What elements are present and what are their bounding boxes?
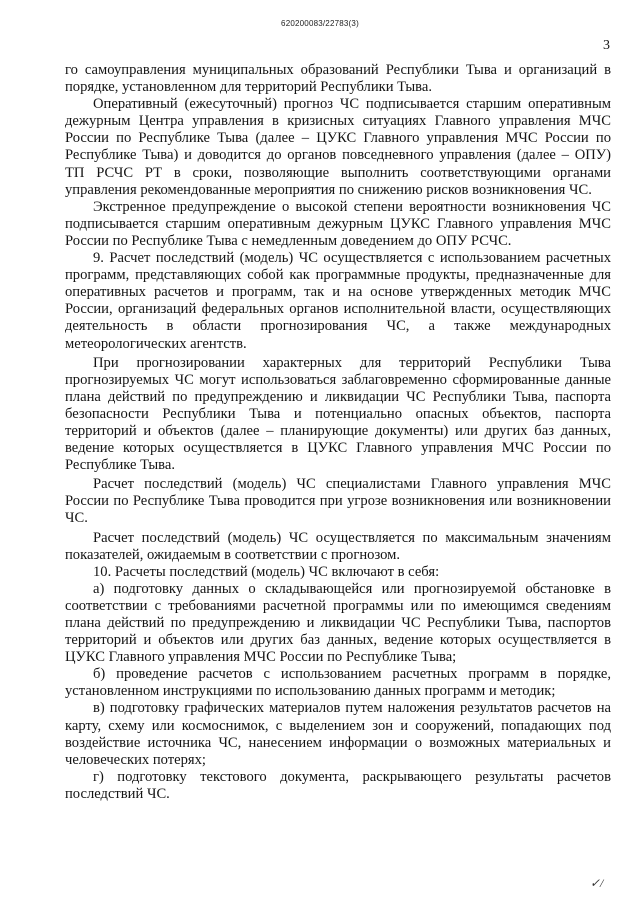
document-body xyxy=(65,62,611,803)
paragraph: Экстренное предупреждение о высокой степени вероятности возникновения ЧС подписывается старшим оперативным дежурным ЦУКС Главного управления МЧС России по Республике Тыва с немедленным доведением до ОПУ РСЧС. xyxy=(65,198,611,249)
page-number: 3 xyxy=(603,38,610,53)
paragraph: Расчет последствий (модель) ЧС осуществляется по максимальным значениям показателей, ожидаемым в соответствии с прогнозом. xyxy=(65,529,611,563)
paragraph: При прогнозировании характерных для территорий Республики Тыва прогнозируемых ЧС могут использоваться заблаговременно сформированные данные плана действий по предупреждению и ликвидации ЧС Республики Тыва, паспорта безопасности Республики Тыва и потенциально опасных объектов, паспорта территорий и объектов (далее – планирующие документы) или других баз данных, ведение которых осуществляется в ЦУКС Главного управления МЧС России по Республике Тыва. xyxy=(65,354,611,474)
paragraph: 10. Расчеты последствий (модель) ЧС включают в себя: xyxy=(93,563,440,580)
paragraph: г) подготовку текстового документа, раскрывающего результаты расчетов последствий ЧС. xyxy=(65,768,611,802)
paragraph: в) подготовку графических материалов путем наложения результатов расчетов на карту, схему или космоснимок, с выделением зон и сооружений, попадающих под воздействие источника ЧС, нанесением информации о возможных материальных и человеческих потерях; xyxy=(65,700,611,768)
paragraph: 9. Расчет последствий (модель) ЧС осуществляется с использованием расчетных программ, представляющих собой как программные продукты, предназначенные для оперативных расчетов и программ, так и на основе утвержденных методик МЧС России, организаций федеральных органов исполнительной власти, осуществляющих деятельность в области прогнозирования ЧС, а также международных метеорологических агентств. xyxy=(65,250,611,352)
document-code: 620200083/22783(3) xyxy=(281,19,359,28)
paragraph: а) подготовку данных о складывающейся или прогнозируемой обстановке в соответствии с требованиями расчетной программы или по имеющимся сведениям плана действий по предупреждению и ликвидации ЧС Республики Тыва, паспортов территорий и объектов или других баз данных, ведение которых осуществляется в ЦУКС Главного управления МЧС России по Республике Тыва; xyxy=(65,580,611,666)
paragraph: Расчет последствий (модель) ЧС специалистами Главного управления МЧС России по Республике Тыва проводится при угрозе возникновения или возникновении ЧС. xyxy=(65,476,611,527)
handwritten-mark: ✓/ xyxy=(590,876,604,890)
paragraph: го самоуправления муниципальных образований Республики Тыва и организаций в порядке, установленном для территорий Республики Тыва. xyxy=(65,62,611,96)
paragraph: Оперативный (ежесуточный) прогноз ЧС подписывается старшим оперативным дежурным Центра управления в кризисных ситуациях Главного управления МЧС России по Республике Тыва (далее – ЦУКС Главного управления МЧС России по Республике Тыва) и доводится до органов повседневного управления (далее – ОПУ) ТП РСЧС РТ в сроки, позволяющие выполнить соответствующими органами управления рекомендованные мероприятия по снижению рисков возникновения ЧС. xyxy=(65,96,611,198)
paragraph: б) проведение расчетов с использованием расчетных программ в порядке, установленном инструкциями по использованию данных программ и методик; xyxy=(65,666,611,700)
